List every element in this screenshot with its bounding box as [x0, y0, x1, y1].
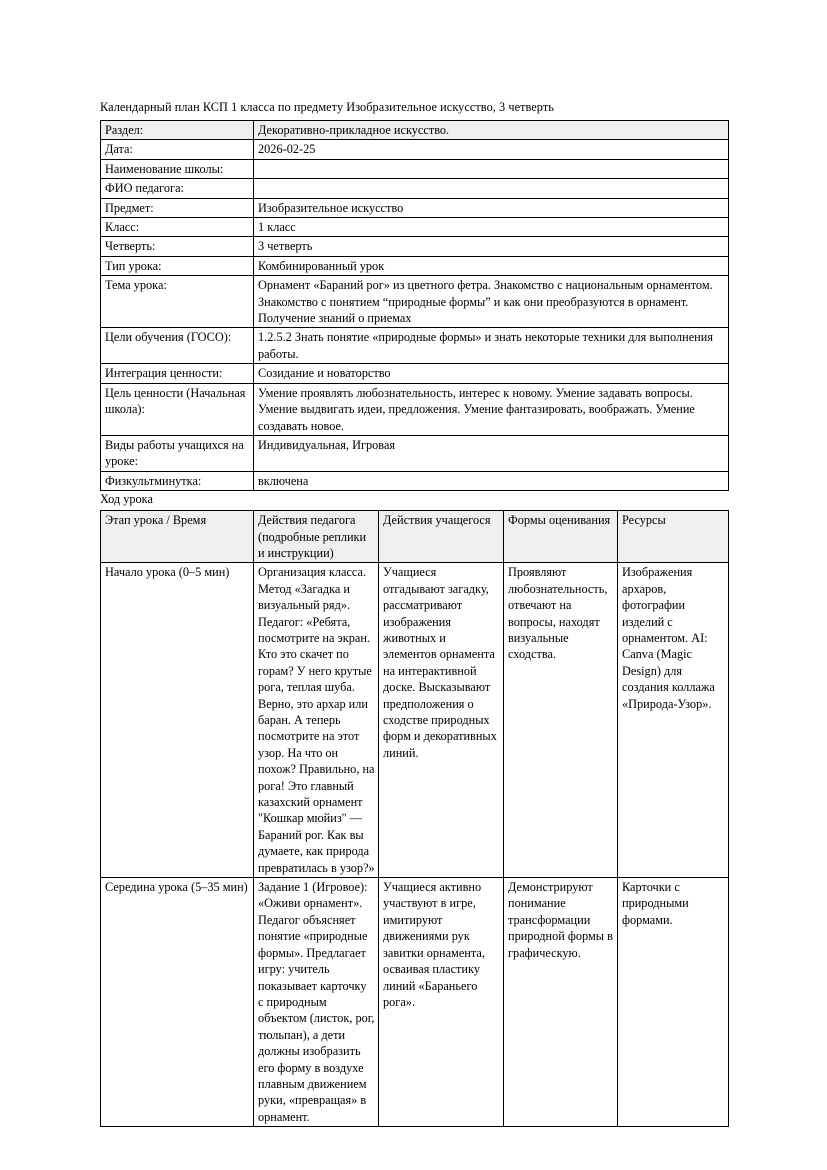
- lesson-plan-body: [101, 563, 729, 1127]
- info-row-label: Цели обучения (ГОСО):: [101, 328, 254, 364]
- table-row: [101, 179, 729, 198]
- info-row-label: Предмет:: [101, 198, 254, 217]
- info-row-label: Тема урока:: [101, 276, 254, 328]
- info-row-value: Комбинированный урок: [254, 256, 729, 275]
- column-header-teacher-actions: Действия педагога (подробные реплики и инструкции): [254, 511, 379, 563]
- table-row: [101, 563, 729, 878]
- lesson-plan-table: [100, 510, 729, 1127]
- table-row: [101, 198, 729, 217]
- info-row-label: Физкультминутка:: [101, 471, 254, 490]
- info-row-label: Цель ценности (Начальная школа):: [101, 383, 254, 435]
- table-row: [101, 878, 729, 1127]
- lesson-flow-label: Ход урока: [100, 492, 153, 507]
- table-row: [101, 435, 729, 471]
- info-row-label: Наименование школы:: [101, 159, 254, 178]
- info-row-value: Декоративно-прикладное искусство.: [254, 121, 729, 140]
- info-row-value: Индивидуальная, Игровая: [254, 435, 729, 471]
- info-row-value: Изобразительное искусство: [254, 198, 729, 217]
- info-row-label: Тип урока:: [101, 256, 254, 275]
- table-header-row: [101, 511, 729, 563]
- table-row: [101, 276, 729, 328]
- table-row: [101, 328, 729, 364]
- column-header-resources: Ресурсы: [618, 511, 729, 563]
- table-row: [101, 256, 729, 275]
- plan-cell-resources: Изображения архаров, фотографии изделий с орнаментом. AI: Canva (Magic Design) для создания коллажа «Природа-Узор».: [618, 563, 729, 878]
- table-row: [101, 471, 729, 490]
- lesson-info-table: [100, 120, 729, 491]
- plan-cell-stage: Начало урока (0–5 мин): [101, 563, 254, 878]
- table-row: [101, 364, 729, 383]
- table-row: [101, 237, 729, 256]
- plan-cell-resources: Карточки с природными формами.: [618, 878, 729, 1127]
- table-row: [101, 121, 729, 140]
- info-row-label: Раздел:: [101, 121, 254, 140]
- info-row-label: Виды работы учащихся на уроке:: [101, 435, 254, 471]
- info-row-value: 2026-02-25: [254, 140, 729, 159]
- lesson-info-body: [101, 121, 729, 491]
- info-row-value: Созидание и новаторство: [254, 364, 729, 383]
- info-row-label: ФИО педагога:: [101, 179, 254, 198]
- table-row: [101, 218, 729, 237]
- plan-cell-teacher-actions: Задание 1 (Игровое): «Оживи орнамент». Педагог объясняет понятие «природные формы». Предлагает игру: учитель показывает карточку с природным объектом (листок, рог, тюльпан), а дети должны изобразить его форму в воздухе плавным движением руки, «превращая» в орнамент.: [254, 878, 379, 1127]
- lesson-plan-head: [101, 511, 729, 563]
- plan-cell-assessment: Демонстрируют понимание трансформации природной формы в графическую.: [504, 878, 618, 1127]
- plan-cell-assessment: Проявляют любознательность, отвечают на вопросы, находят визуальные сходства.: [504, 563, 618, 878]
- info-row-value: [254, 179, 729, 198]
- info-row-label: Дата:: [101, 140, 254, 159]
- plan-cell-student-actions: Учащиеся активно участвуют в игре, имитируют движениями рук завитки орнамента, осваивая пластику линий «Бараньего рога».: [379, 878, 504, 1127]
- table-row: [101, 383, 729, 435]
- page-title: Календарный план КСП 1 класса по предмету Изобразительное искусство, 3 четверть: [100, 100, 554, 114]
- info-row-value: Умение проявлять любознательность, интерес к новому. Умение задавать вопросы. Умение выдвигать идеи, предложения. Умение фантазировать, воображать. Умение создавать новое.: [254, 383, 729, 435]
- column-header-stage: Этап урока / Время: [101, 511, 254, 563]
- plan-cell-teacher-actions: Организация класса. Метод «Загадка и визуальный ряд». Педагог: «Ребята, посмотрите на экран. Кто это скачет по горам? У него крутые рога, теплая шуба. Верно, это архар или баран. А теперь посмотрите на этот узор. На что он похож? Правильно, на рога! Это главный казахский орнамент "Кошкар мюйиз" — Бараний рог. Как вы думаете, как природа превратилась в узор?»: [254, 563, 379, 878]
- info-row-value: Орнамент «Бараний рог» из цветного фетра. Знакомство с национальным орнаментом. Знакомство с понятием “природные формы” и как они преобразуются в орнамент. Получение знаний о приемах: [254, 276, 729, 328]
- plan-cell-student-actions: Учащиеся отгадывают загадку, рассматривают изображения животных и элементов орнамента на интерактивной доске. Высказывают предположения о сходстве природных форм и декоративных линий.: [379, 563, 504, 878]
- table-row: [101, 140, 729, 159]
- column-header-student-actions: Действия учащегося: [379, 511, 504, 563]
- info-row-label: Класс:: [101, 218, 254, 237]
- info-row-value: включена: [254, 471, 729, 490]
- info-row-label: Интеграция ценности:: [101, 364, 254, 383]
- info-row-value: 1.2.5.2 Знать понятие «природные формы» и знать некоторые техники для выполнения работы.: [254, 328, 729, 364]
- info-row-value: [254, 159, 729, 178]
- table-row: [101, 159, 729, 178]
- info-row-value: 1 класс: [254, 218, 729, 237]
- column-header-assessment: Формы оценивания: [504, 511, 618, 563]
- plan-cell-stage: Середина урока (5–35 мин): [101, 878, 254, 1127]
- info-row-label: Четверть:: [101, 237, 254, 256]
- info-row-value: 3 четверть: [254, 237, 729, 256]
